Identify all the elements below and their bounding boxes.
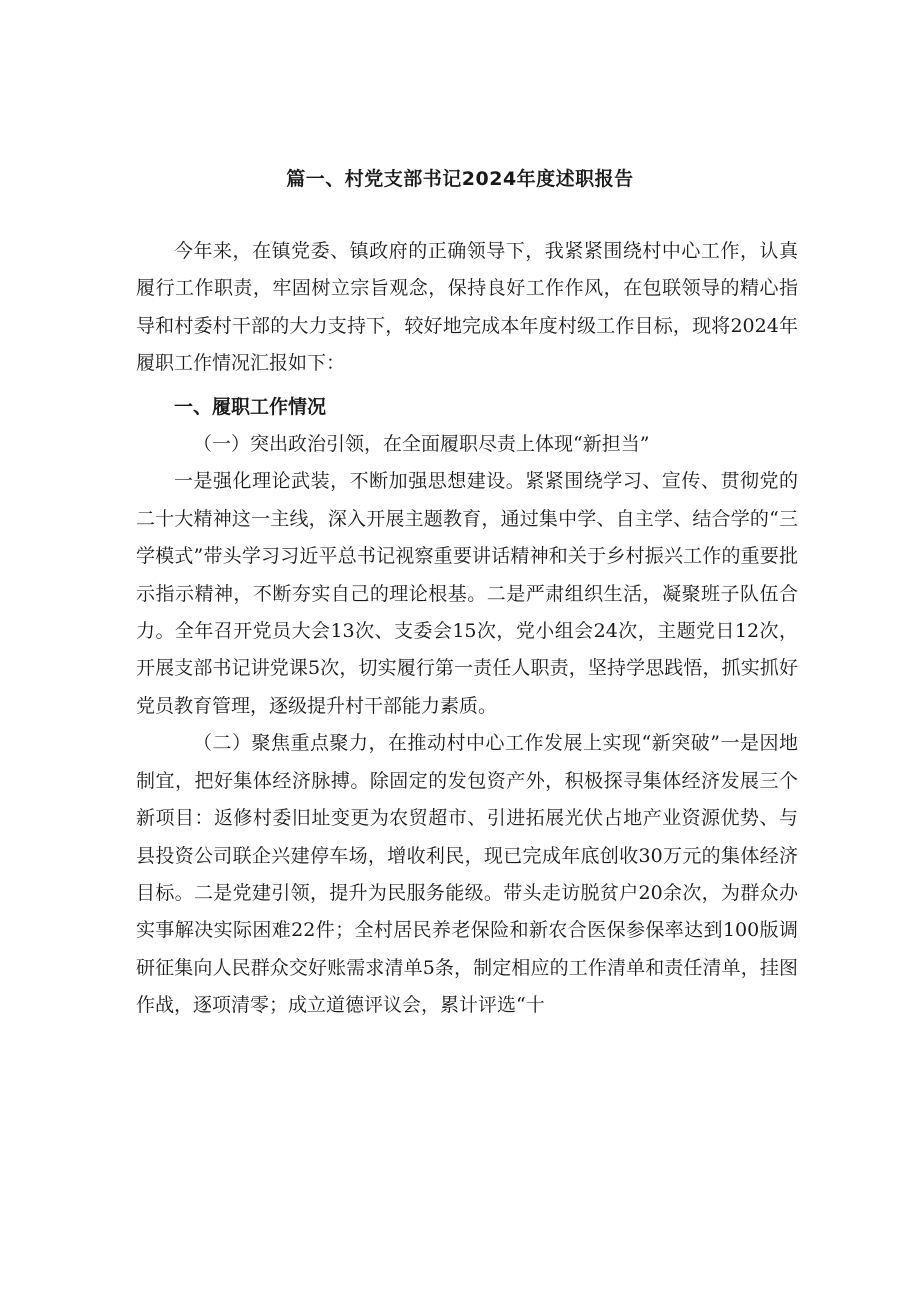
section-heading-1: 一、履职工作情况 [174, 395, 327, 418]
intro-paragraph: 今年来，在镇党委、镇政府的正确领导下，我紧紧围绕村中心工作，认真履行工作职责，牢固树立宗旨观念，保持良好工作作风，在包联领导的精心指导和村委村干部的大力支持下，较好地完成本年度村级工作目标，现将2024年履职工作情况汇报如下： [136, 240, 798, 375]
subsection-2-paragraph: （二）聚焦重点聚力，在推动村中心工作发展上实现“新突破”一是因地制宜，把好集体经济脉搏。除固定的发包资产外，积极探寻集体经济发展三个新项目：返修村委旧址变更为农贸超市、引进拓展光伏占地产业资源优势、与县投资公司联企兴建停车场，增收利民，现已完成年底创收30万元的集体经济目标。二是党建引领，提升为民服务能级。带头走访脱贫户20余次，为群众办实事解决实际困难22件；全村居民养老保险和新农合医保参保率达到100版调研征集向人民群众交好账需求清单5条，制定相应的工作清单和责任清单，挂图作战，逐项清零；成立道德评议会，累计评选“十 [136, 732, 798, 1017]
document-body [136, 233, 798, 1025]
document-title: 篇一、村党支部书记2024年度述职报告 [286, 168, 634, 190]
subsection-1-paragraph: 一是强化理论武装，不断加强思想建设。紧紧围绕学习、宣传、贯彻党的二十大精神这一主线，深入开展主题教育，通过集中学、自主学、结合学的“三学模式”带头学习习近平总书记视察重要讲话精神和关于乡村振兴工作的重要批示指示精神，不断夯实自己的理论根基。二是严肃组织生活，凝聚班子队伍合力。全年召开党员大会13次、支委会15次，党小组会24次，主题党日12次，开展支部书记讲党课5次，切实履行第一责任人职责，坚持学思践悟，抓实抓好党员教育管理，逐级提升村干部能力素质。 [136, 470, 798, 717]
subsection-heading-1: （一）突出政治引领，在全面履职尽责上体现“新担当” [193, 433, 650, 456]
